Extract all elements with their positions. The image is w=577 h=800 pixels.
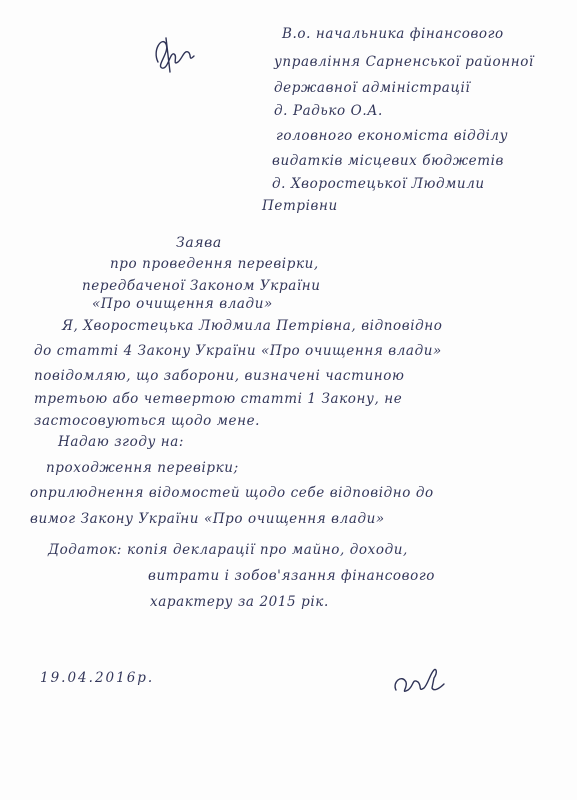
body-line: Я, Хворостецька Людмила Петрівна, відповідно (62, 318, 443, 334)
addressee-line: управління Сарненської районної (274, 54, 534, 70)
title-line: передбаченої Законом України (82, 278, 321, 294)
attachment-line: витрати і зобов'язання фінансового (148, 568, 435, 584)
title-line: «Про очищення влади» (92, 296, 273, 312)
addressee-line: Петрівни (262, 198, 338, 214)
attachment-line: характеру за 2015 рік. (150, 594, 329, 610)
title-line: про проведення перевірки, (110, 256, 319, 272)
resolution-signature (148, 32, 200, 76)
body-line: третьою або четвертою статті 1 Закону, не (34, 391, 403, 407)
consent-line: проходження перевірки; (46, 460, 239, 476)
body-line: до статті 4 Закону України «Про очищення влади» (34, 343, 442, 359)
addressee-line: В.о. начальника фінансового (282, 26, 504, 42)
addressee-line: д. Хворостецької Людмили (272, 176, 485, 192)
attachment-line: Додаток: копія декларації про майно, доходи, (48, 542, 408, 558)
consent-line: оприлюднення відомостей щодо себе відповідно до (30, 485, 434, 501)
body-line: повідомляю, що заборони, визначені частиною (34, 368, 405, 384)
consent-heading: Надаю згоду на: (58, 434, 185, 450)
addressee-line: державної адміністрації (274, 80, 471, 96)
applicant-signature (388, 664, 448, 700)
date: 19.04.2016р. (40, 670, 155, 686)
consent-line: вимог Закону України «Про очищення влади» (30, 511, 385, 527)
addressee-line: д. Радько О.А. (274, 103, 383, 119)
addressee-line: головного економіста відділу (276, 128, 509, 144)
body-line: застосовуються щодо мене. (34, 413, 261, 429)
document-title: Заява (176, 235, 222, 251)
addressee-line: видатків місцевих бюджетів (272, 153, 505, 169)
